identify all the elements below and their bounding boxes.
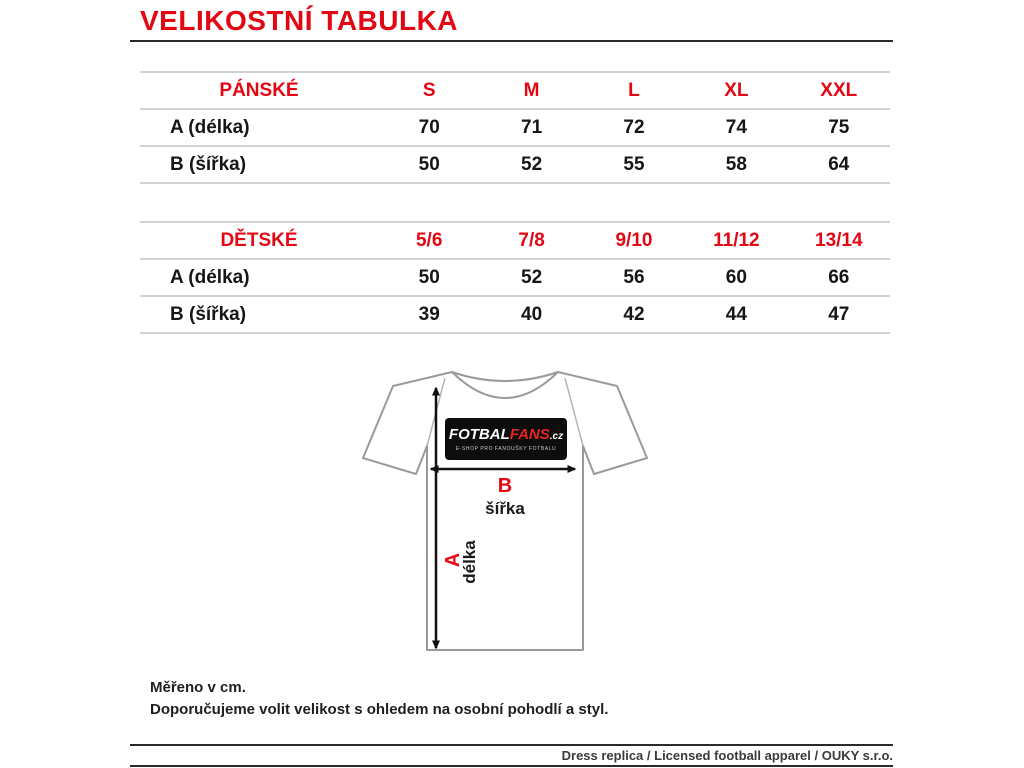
notes-block bbox=[150, 677, 608, 721]
table-row bbox=[140, 109, 890, 146]
table-row bbox=[140, 296, 890, 333]
fotbalfans-logo bbox=[445, 418, 567, 460]
cell: 55 bbox=[583, 146, 685, 183]
cell: 66 bbox=[788, 259, 890, 296]
note-measured-in-cm: Měřeno v cm. bbox=[150, 679, 246, 696]
kids-length-label: A (délka) bbox=[140, 259, 378, 296]
kids-table-title: DĚTSKÉ bbox=[140, 222, 378, 259]
mens-size-table bbox=[140, 71, 890, 184]
cell: 64 bbox=[788, 146, 890, 183]
kids-col-56: 5/6 bbox=[378, 222, 480, 259]
bottom-divider bbox=[130, 765, 893, 767]
mens-col-xxl: XXL bbox=[788, 72, 890, 109]
cell: 39 bbox=[378, 296, 480, 333]
cell: 44 bbox=[685, 296, 787, 333]
cell: 60 bbox=[685, 259, 787, 296]
mens-header-row bbox=[140, 72, 890, 109]
mens-length-label: A (délka) bbox=[140, 109, 378, 146]
cell: 52 bbox=[480, 146, 582, 183]
cell: 50 bbox=[378, 146, 480, 183]
width-word: šířka bbox=[485, 499, 525, 518]
cell: 71 bbox=[480, 109, 582, 146]
cell: 72 bbox=[583, 109, 685, 146]
table-row bbox=[140, 259, 890, 296]
length-letter: A bbox=[442, 552, 464, 568]
footer-text: Dress replica / Licensed football apparel / OUKY s.r.o. bbox=[561, 748, 893, 763]
title-divider bbox=[130, 40, 893, 42]
mens-table-title: PÁNSKÉ bbox=[140, 72, 378, 109]
cell: 70 bbox=[378, 109, 480, 146]
cell: 42 bbox=[583, 296, 685, 333]
mens-col-m: M bbox=[480, 72, 582, 109]
cell: 40 bbox=[480, 296, 582, 333]
table-row bbox=[140, 146, 890, 183]
mens-width-label: B (šířka) bbox=[140, 146, 378, 183]
mens-col-xl: XL bbox=[685, 72, 787, 109]
cell: 75 bbox=[788, 109, 890, 146]
kids-col-1314: 13/14 bbox=[788, 222, 890, 259]
footer-divider bbox=[130, 744, 893, 746]
cell: 58 bbox=[685, 146, 787, 183]
logo-cz: .cz bbox=[549, 430, 564, 442]
width-letter: B bbox=[497, 475, 513, 497]
cell: 47 bbox=[788, 296, 890, 333]
kids-col-910: 9/10 bbox=[583, 222, 685, 259]
cell: 50 bbox=[378, 259, 480, 296]
cell: 74 bbox=[685, 109, 787, 146]
note-recommendation: Doporučujeme volit velikost s ohledem na osobní pohodlí a styl. bbox=[150, 701, 609, 718]
cell: 56 bbox=[583, 259, 685, 296]
kids-col-1112: 11/12 bbox=[685, 222, 787, 259]
length-word: délka bbox=[460, 540, 479, 584]
kids-size-table bbox=[140, 221, 890, 334]
mens-col-l: L bbox=[583, 72, 685, 109]
fotbalfans-logo-text bbox=[449, 427, 563, 444]
fotbalfans-logo-subtitle: E-SHOP PRO FANOUŠKY FOTBALU bbox=[455, 445, 557, 452]
logo-fans: FANS bbox=[509, 425, 550, 443]
logo-fotbal: FOTBAL bbox=[448, 425, 510, 443]
cell: 52 bbox=[480, 259, 582, 296]
kids-header-row bbox=[140, 222, 890, 259]
mens-col-s: S bbox=[378, 72, 480, 109]
kids-width-label: B (šířka) bbox=[140, 296, 378, 333]
kids-col-78: 7/8 bbox=[480, 222, 582, 259]
page-title: VELIKOSTNÍ TABULKA bbox=[140, 5, 459, 36]
tshirt-measurement-diagram bbox=[355, 362, 655, 667]
